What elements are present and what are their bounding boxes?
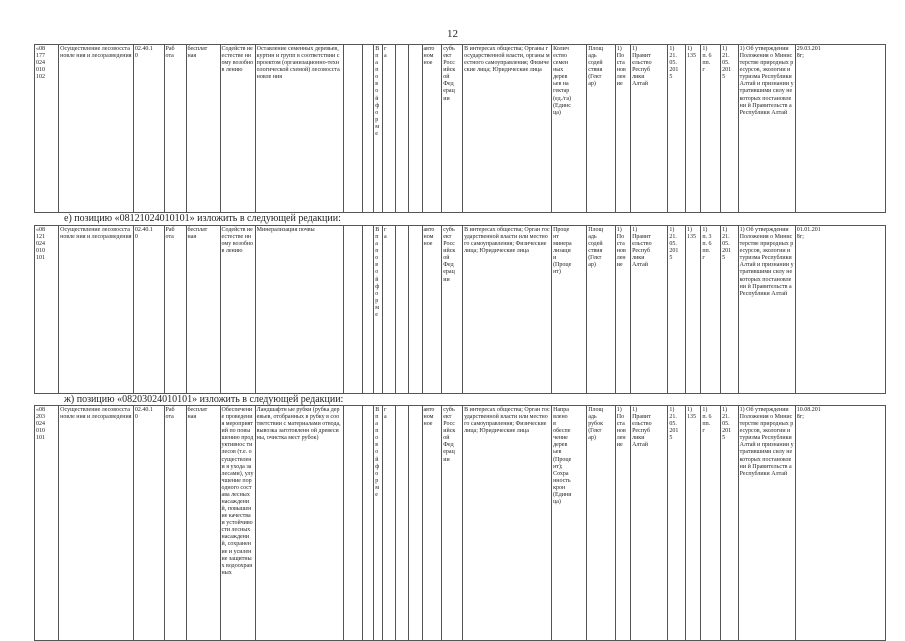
table-cell (343, 406, 363, 641)
table-cell: субъ ект Росс ийск ой Фед ерац ии (442, 406, 463, 641)
table-cell: Раб ота (164, 226, 186, 394)
table-cell: 1) 21. 05. 201 5 (721, 226, 739, 394)
table-cell: В п а п о в о й ф о р м е (374, 226, 383, 394)
table-cell: Ландшафтн ые рубки (рубка деревьев, отобранных в рубку в соответствии с материалами отвода, вывозка заготовленн ой древесины, очистка мест рубок) (255, 406, 343, 641)
table-cell: «08 177 024 010 102 (35, 45, 59, 213)
table-cell: 1) 21. 05. 201 5 (668, 45, 686, 213)
table-cell: г а (383, 226, 396, 394)
table-cell: 29.03.201 8г; (795, 45, 885, 213)
table-cell: 02.40.1 0 (133, 406, 164, 641)
section-heading-zh: ж) позицию «08203024010101» изложить в следующей редакции: (64, 394, 344, 405)
table-cell: бесплат ная (186, 226, 220, 394)
table-cell: Осуществление лесовосстановле ния и лесоразведения (59, 45, 134, 213)
table-cell: 1) Об утверждении Положения о Министерстве природных ресурсов, экологии и туризма Республики Алтай и признании утратившими силу некоторых постановлени й Правительств а Республики Алтай (738, 406, 795, 641)
table-cell: Площ адь содей ствия (Гект ар) (587, 45, 616, 213)
table-cell: 1) 21. 05. 201 5 (668, 226, 686, 394)
table-cell (409, 406, 422, 641)
table-cell: Колич ество семен ных дерев ьев на гектар (ед./га) (Единс ца) (552, 45, 587, 213)
table-cell: авто ном ное (422, 45, 442, 213)
table-cell: «08 121 024 010 101 (35, 226, 59, 394)
table-cell: 10.08.201 8г; (795, 406, 885, 641)
table-row (35, 45, 886, 213)
table-cell: 02.40.1 0 (133, 226, 164, 394)
table-cell: Содейств ие естестве нному возобнов лению (220, 226, 255, 394)
table-cell (343, 45, 363, 213)
table-cell: Осуществление лесовосстановле ния и лесоразведения (59, 406, 134, 641)
table-cell: 1) 21. 05. 201 5 (668, 406, 686, 641)
table-block-3 (34, 405, 886, 641)
table-cell: г а (383, 45, 396, 213)
table-cell: Напра влено в обеспе чение дерев ьев (Проце нт); Сохра нность крон (Едини ца) (552, 406, 587, 641)
table-cell: бесплат ная (186, 45, 220, 213)
table-cell: 1) п. 6 пп. г (701, 406, 721, 641)
table-cell: авто ном ное (422, 226, 442, 394)
table-cell: В п а п о в о й ф о р м е (374, 45, 383, 213)
table-cell: г а (383, 406, 396, 641)
table-cell (396, 226, 409, 394)
table-cell: Раб ота (164, 406, 186, 641)
table-block-1 (34, 44, 886, 213)
table-cell: субъ ект Росс ийск ой Фед ерац ии (442, 226, 463, 394)
table-cell: 1) По ста нов лен ие (615, 226, 630, 394)
table-cell: Раб ота (164, 45, 186, 213)
table-cell: 1) Правит ельство Респуб лики Алтай (631, 45, 668, 213)
table-cell: Проце нт минера лизаци и (Проце нт) (552, 226, 587, 394)
table-cell: 1) 21. 05. 201 5 (721, 406, 739, 641)
table-cell (363, 226, 374, 394)
table-cell: В интересах общества; Органы государственной власти, органы местного самоуправления; Физические лица; Юридические лица (463, 45, 552, 213)
section-heading-e: е) позицию «08121024010101» изложить в следующей редакции: (64, 213, 341, 224)
table-cell: В п а п о в о й ф о р м е (374, 406, 383, 641)
table-cell: Площ адь содей ствия (Гект ар) (587, 226, 616, 394)
table-cell: 1) п. 3 п. 6 пп. г (701, 226, 721, 394)
table-cell: 1) Правит ельство Респуб лики Алтай (631, 406, 668, 641)
table-cell: Обеспечение проведения мероприятий по повышению продуктивнос ти лесов (т.е. осуществлени я ухода за лесами), улучшение породного состава лесных насаждений, повышение качества и устойчивости лесных насаждений, сохранение и усиление защитных водоохранных (220, 406, 255, 641)
table-cell: авто ном ное (422, 406, 442, 641)
table-cell (409, 226, 422, 394)
table-cell: Площ адь рубок (Гект ар) (587, 406, 616, 641)
table-cell: Оставление семенных деревьев, куртин и групп в соответствии с проектом (организационно-технологической схемой) лесовосстановле ния (255, 45, 343, 213)
table-cell: Содейств ие естестве нному возобнов лению (220, 45, 255, 213)
table-cell: В интересах общества; Орган государственной власти или местного самоуправления; Физические лица; Юридические лица (463, 226, 552, 394)
table-cell: 1) Об утверждении Положения о Министерстве природных ресурсов, экологии и туризма Республики Алтай и признании утратившими силу некоторых постановлени й Правительств а Республики Алтай (738, 226, 795, 394)
table-cell: бесплат ная (186, 406, 220, 641)
table-cell: 1) По ста нов лен ие (615, 45, 630, 213)
table-cell: 1) 135 (685, 406, 700, 641)
table-row (35, 406, 886, 641)
table-cell: Минерализация почвы (255, 226, 343, 394)
table-cell: субъ ект Росс ийск ой Фед ерац ии (442, 45, 463, 213)
table-cell: 1) п. 6 пп. г (701, 45, 721, 213)
table-cell: 01.01.201 8г; (795, 226, 885, 394)
table-cell: 02.40.1 0 (133, 45, 164, 213)
page-number: 12 (447, 28, 458, 40)
table-cell (363, 406, 374, 641)
table-cell: 1) Правит ельство Респуб лики Алтай (631, 226, 668, 394)
table-cell: «08 203 024 010 101 (35, 406, 59, 641)
table-cell: 1) 135 (685, 45, 700, 213)
table-cell: 1) Об утверждении Положения о Министерстве природных ресурсов, экологии и туризма Республики Алтай и признании утратившими силу некоторых постановлени й Правительств а Республики Алтай (738, 45, 795, 213)
table-cell (409, 45, 422, 213)
table-row (35, 226, 886, 394)
table-cell: 1) По ста нов лен ие (615, 406, 630, 641)
table-cell: Осуществление лесовосстановле ния и лесоразведения (59, 226, 134, 394)
table-cell (396, 406, 409, 641)
table-cell (396, 45, 409, 213)
table-cell: 1) 21. 05. 201 5 (721, 45, 739, 213)
table-cell: 1) 135 (685, 226, 700, 394)
table-block-2 (34, 225, 886, 394)
table-cell (363, 45, 374, 213)
table-cell: В интересах общества; Орган государственной власти или местного самоуправления; Физические лица; Юридические лица (463, 406, 552, 641)
table-cell (343, 226, 363, 394)
